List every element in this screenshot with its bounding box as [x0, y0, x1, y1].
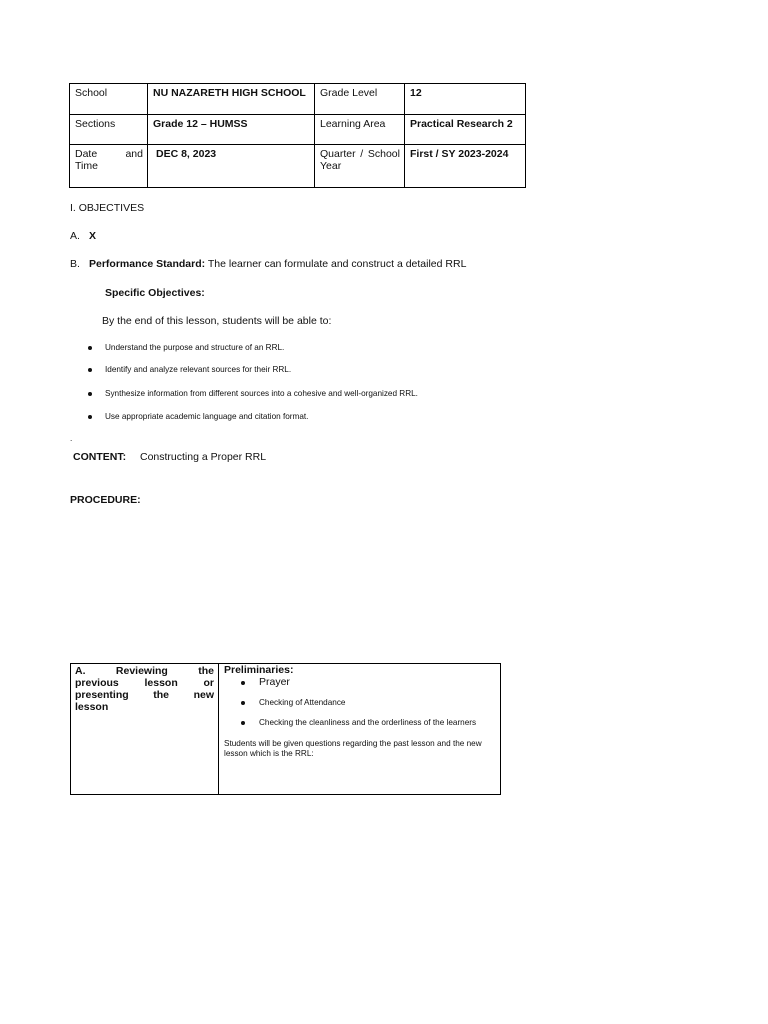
preliminaries-heading: Preliminaries:	[224, 664, 294, 676]
list-item: Understand the purpose and structure of an RRL.	[105, 343, 285, 352]
procedure-step-a	[71, 664, 219, 795]
list-item: Synthesize information from different sources into a cohesive and well-organized RRL.	[105, 389, 418, 398]
lesson-info-table	[69, 83, 526, 188]
procedure-table	[70, 663, 501, 795]
review-paragraph-line: lesson which is the RRL:	[224, 749, 314, 758]
step-word: lesson	[75, 701, 109, 713]
bullet-icon	[241, 681, 245, 685]
quarter-label-word: School	[367, 148, 400, 160]
bullet-icon	[241, 701, 245, 705]
step-word: lesson	[144, 677, 178, 689]
step-word: or	[203, 677, 214, 689]
quarter-label-word: Year	[320, 160, 342, 172]
stray-dot: .	[70, 434, 73, 443]
step-word: the	[153, 689, 169, 701]
list-item: Use appropriate academic language and citation format.	[105, 412, 309, 421]
school-value: NU NAZARETH HIGH SCHOOL	[148, 84, 315, 115]
step-word: the	[198, 665, 214, 677]
date-label-word: Time	[75, 160, 98, 172]
bullet-icon	[88, 346, 92, 350]
procedure-details	[219, 664, 501, 795]
performance-standard	[89, 258, 466, 271]
quarter-label	[315, 145, 405, 188]
step-word: new	[193, 689, 214, 701]
procedure-heading: PROCEDURE:	[70, 494, 141, 506]
prelim-item: Prayer	[259, 676, 290, 688]
sections-value: Grade 12 – HUMSS	[148, 115, 315, 145]
grade-level-label: Grade Level	[315, 84, 405, 115]
review-paragraph-line: Students will be given questions regarding the past lesson and the new	[224, 739, 482, 748]
table-row	[70, 145, 526, 188]
objectives-heading: I. OBJECTIVES	[70, 202, 145, 214]
grade-level-value: 12	[405, 84, 526, 115]
step-word: previous	[75, 677, 119, 689]
sections-label: Sections	[70, 115, 148, 145]
step-word: A.	[75, 665, 86, 677]
specific-objectives-heading: Specific Objectives:	[105, 287, 205, 299]
bullet-icon	[88, 368, 92, 372]
table-row	[71, 664, 501, 795]
step-word: Reviewing	[115, 665, 168, 677]
performance-standard-label: Performance Standard:	[89, 258, 206, 270]
list-item: Identify and analyze relevant sources for their RRL.	[105, 365, 292, 374]
date-value: DEC 8, 2023	[148, 145, 315, 188]
learning-area-label: Learning Area	[315, 115, 405, 145]
quarter-value: First / SY 2023-2024	[405, 145, 526, 188]
school-label: School	[70, 84, 148, 115]
prelim-item: Checking the cleanliness and the orderliness of the learners	[259, 718, 477, 727]
date-label-word: Date	[75, 148, 98, 160]
quarter-label-word: Quarter	[320, 148, 356, 160]
performance-standard-text: The learner can formulate and construct a detailed RRL	[205, 258, 467, 270]
content-label: CONTENT:	[73, 451, 127, 463]
objective-a-letter: A.	[70, 230, 80, 242]
bullet-icon	[241, 721, 245, 725]
step-word: presenting	[75, 689, 129, 701]
table-row	[70, 115, 526, 145]
table-row	[70, 84, 526, 115]
bullet-icon	[88, 392, 92, 396]
objective-a-value: X	[89, 230, 97, 242]
content-value: Constructing a Proper RRL	[140, 451, 267, 463]
objectives-intro: By the end of this lesson, students will be able to:	[102, 315, 332, 327]
date-time-label	[70, 145, 148, 188]
learning-area-value: Practical Research 2	[405, 115, 526, 145]
bullet-icon	[88, 415, 92, 419]
date-label-word: and	[125, 148, 143, 160]
prelim-item: Checking of Attendance	[259, 698, 346, 707]
quarter-label-word: /	[360, 148, 364, 160]
objective-b-letter: B.	[70, 258, 80, 270]
